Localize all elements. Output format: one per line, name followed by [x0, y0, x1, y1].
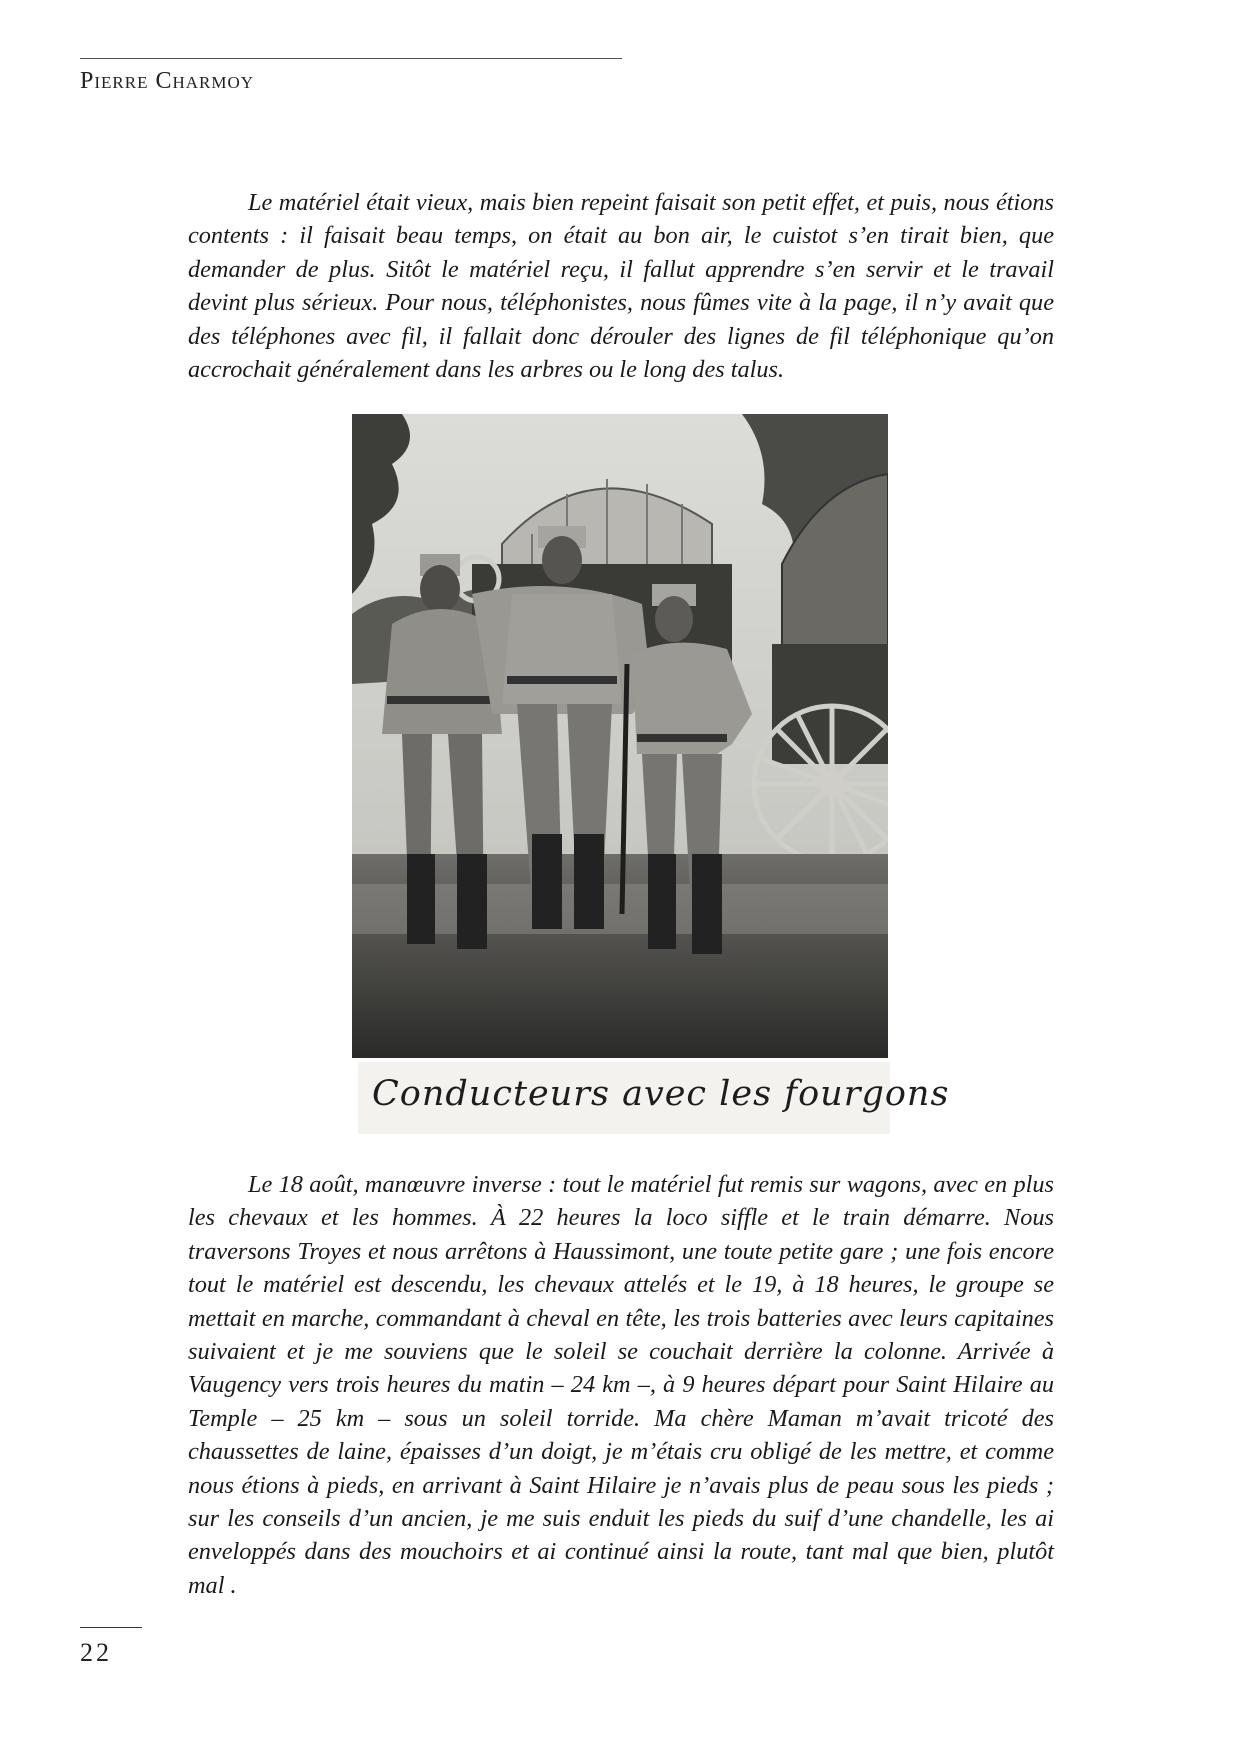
paragraph-1: Le matériel était vieux, mais bien repeint faisait son petit effet, et puis, nous étions contents : il faisait beau temps, on était au bon air, le cuistot s’en tirait bien, que demander de plus. Sitôt le matériel reçu, il fallut apprendre s’en servir et le travail devint plus sérieux. Pour nous, téléphonistes, nous fûmes vite à la page, il n’y avait que des téléphones avec fil, il fallait donc dérouler des lignes de fil téléphonique qu’on accrochait généralement dans les arbres ou le long des talus.: [188, 189, 1054, 384]
footer-rule: [80, 1627, 142, 1628]
paragraph-2: Le 18 août, manœuvre inverse : tout le matériel fut remis sur wagons, avec en plus les chevaux et les hommes. À 22 heures la loco siffle et le train démarre. Nous traversons Troyes et nous arrêtons à Haussimont, une toute petite gare ; une fois encore tout le matériel est descendu, les chevaux attelés et le 19, à 18 heures, le groupe se mettait en marche, commandant à cheval en tête, les trois batteries avec leurs capitaines suivaient et je me souviens que le soleil se couchait derrière la colonne. Arrivée à Vaugency vers trois heures du matin – 24 km –, à 9 heures départ pour Saint Hilaire au Temple – 25 km – sous un soleil torride. Ma chère Maman m’avait tricoté des chaussettes de laine, épaisses d’un doigt, je m’étais cru obligé de les mettre, et comme nous étions à pieds, en arrivant à Saint Hilaire je n’avais plus de peau sous les pieds ; sur les conseils d’un ancien, je me suis enduit les pieds du suif d’une chandelle, les ai enveloppés dans des mouchoirs et ai continué ainsi la route, tant mal que bien, plutôt mal .: [188, 1171, 1054, 1599]
handwritten-caption-strip: [358, 1062, 950, 1134]
figure: [352, 414, 950, 1134]
page-number: 22: [80, 1638, 112, 1667]
photo-three-soldiers-with-wagons: [352, 414, 888, 1058]
photo-caption: Conducteurs avec les fourgons: [372, 1074, 950, 1114]
header-rule: [80, 58, 622, 59]
running-title: Pierre Charmoy: [80, 68, 255, 94]
